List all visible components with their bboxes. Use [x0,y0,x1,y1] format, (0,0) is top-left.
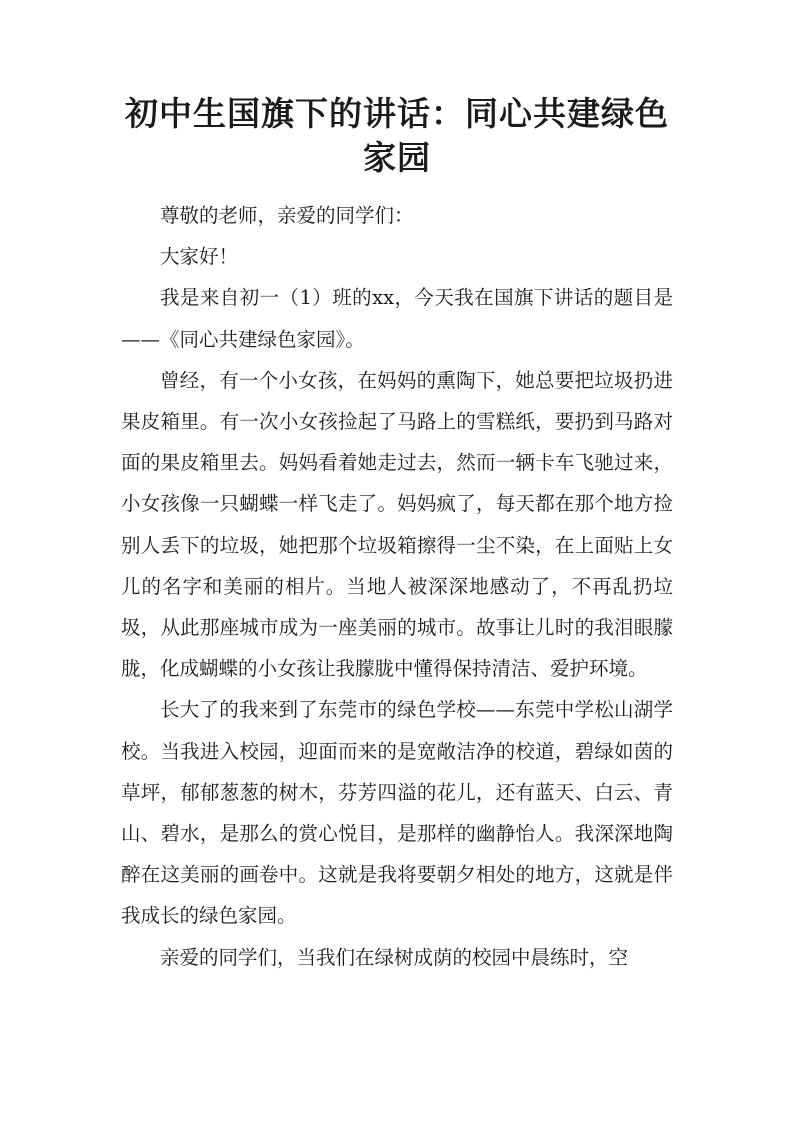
document-title: 初中生国旗下的讲话：同心共建绿色家园 [125,94,669,177]
paragraph-hello: 大家好！ [160,245,239,269]
paragraph-closing: 亲爱的同学们，当我们在绿树成荫的校园中晨练时，空 [160,945,629,969]
paragraph-intro: 我是来自初一（1）班的xx，今天我在国旗下讲话的题目是——《同心共建绿色家园》。 [121,286,673,351]
paragraph-school: 长大了的我来到了东莞市的绿色学校——东莞中学松山湖学校。当我进入校园，迎面而来的是宽敞洁净的校道，碧绿如茵的草坪，郁郁葱葱的树木，芬芳四溢的花儿，还有蓝天、白云、青山、碧水，是那么的赏心悦目，是那样的幽静怡人。我深深地陶醉在这美丽的画卷中。这就是我将要朝夕相处的地方，这就是伴我成长的绿色家园。 [121,698,673,928]
paragraph-greeting: 尊敬的老师，亲爱的同学们： [160,204,414,227]
paragraph-story: 曾经，有一个小女孩，在妈妈的熏陶下，她总要把垃圾扔进果皮箱里。有一次小女孩捡起了马路上的雪糕纸，要扔到马路对面的果皮箱里去。妈妈看着她走过去，然而一辆卡车飞驰过来，小女孩像一只蝴蝶一样飞走了。妈妈疯了，每天都在那个地方捡别人丢下的垃圾，她把那个垃圾箱擦得一尘不染，在上面贴上女儿的名字和美丽的相片。当地人被深深地感动了，不再乱扔垃圾，从此那座城市成为一座美丽的城市。故事让儿时的我泪眼朦胧，化成蝴蝶的小女孩让我朦胧中懂得保持清洁、爱护环境。 [121,368,673,681]
document-body [121,195,673,978]
